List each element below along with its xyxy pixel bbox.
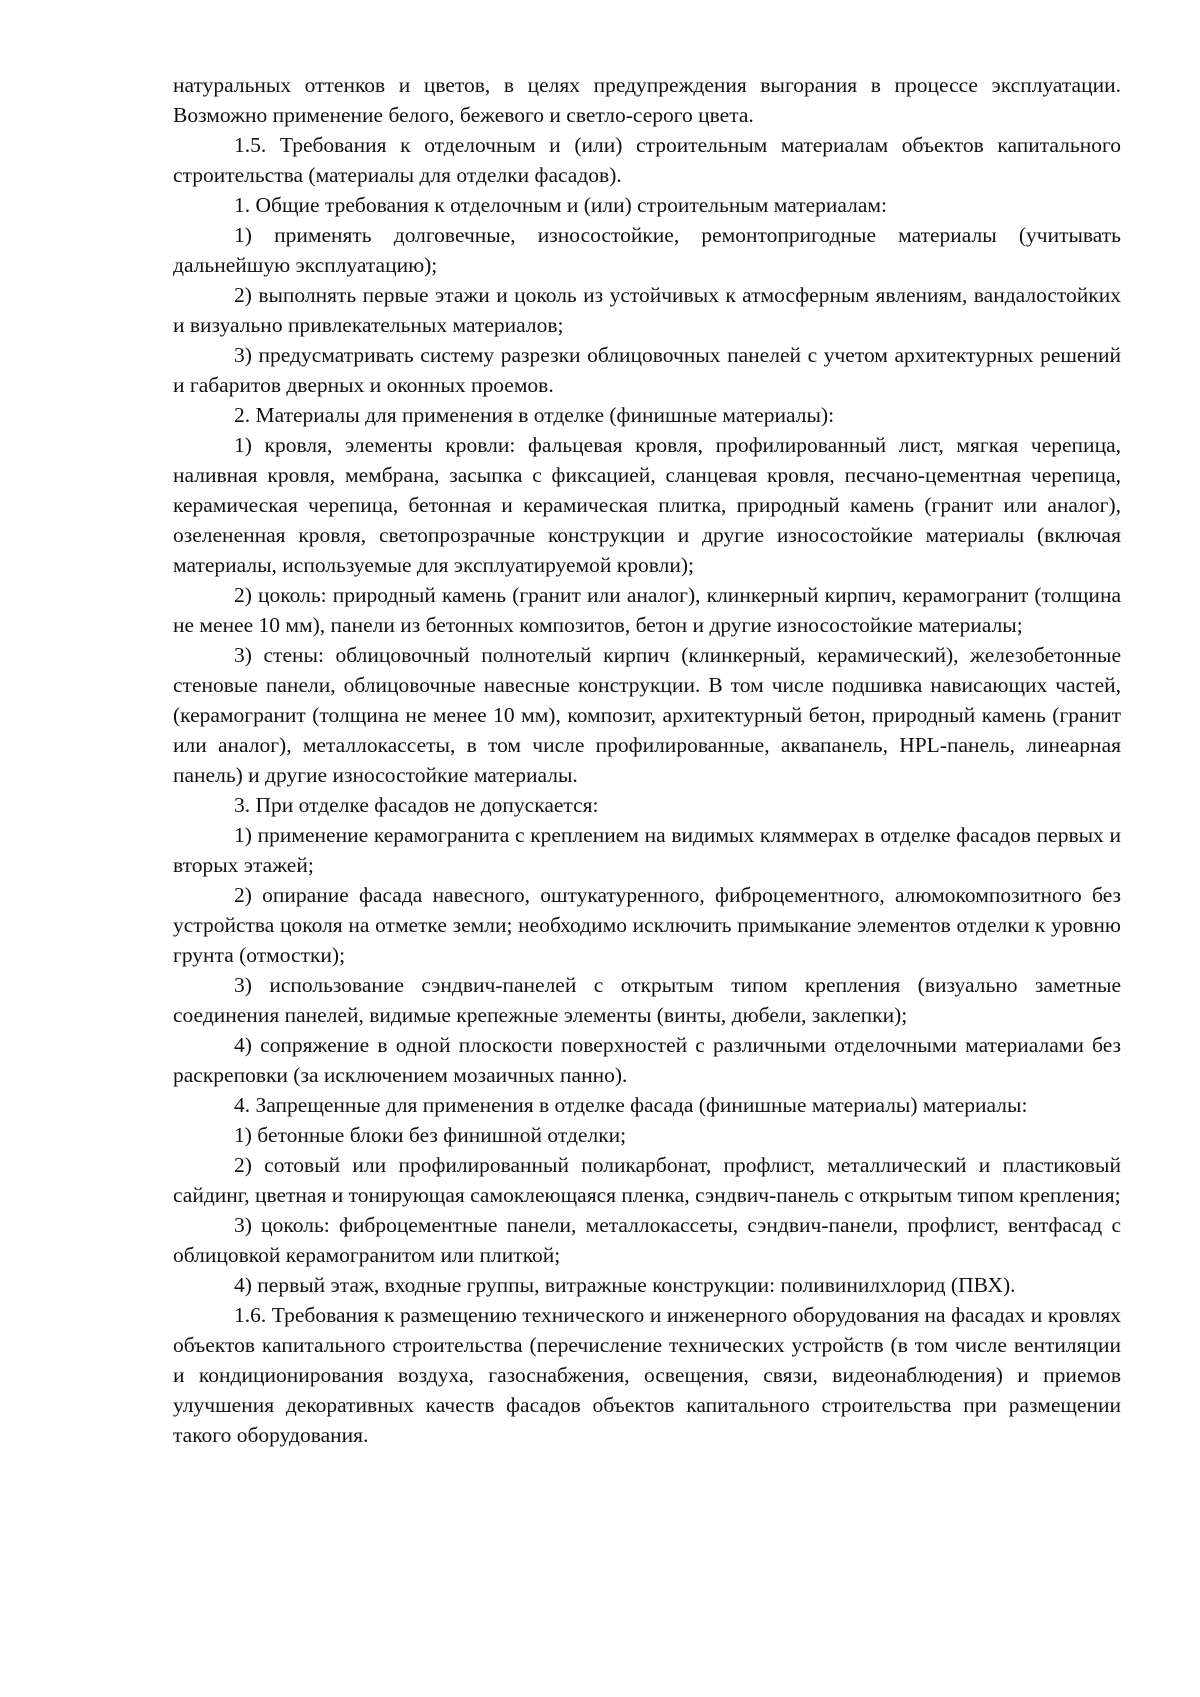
prohibited-materials-item-2: 2) сотовый или профилированный поликарбонат, профлист, металлический и пластиковый сайдинг, цветная и тонирующая самоклеющаяся пленка, сэндвич-панель с открытым типом крепления;: [173, 1153, 1121, 1207]
prohibited-materials-item-4: 4) первый этаж, входные группы, витражные конструкции: поливинилхлорид (ПВХ).: [234, 1273, 1016, 1297]
general-requirement-item-1: 1) применять долговечные, износостойкие, ремонтопригодные материалы (учитывать дальнейшую эксплуатацию);: [173, 223, 1121, 277]
general-requirement-item-2: 2) выполнять первые этажи и цоколь из устойчивых к атмосферным явлениям, вандалостойких и визуально привлекательных материалов;: [173, 283, 1121, 337]
prohibited-materials-item-1: 1) бетонные блоки без финишной отделки;: [234, 1123, 627, 1147]
not-allowed-heading: 3. При отделке фасадов не допускается:: [234, 793, 599, 817]
document-page: [173, 70, 1121, 1450]
paragraph-continuation: натуральных оттенков и цветов, в целях предупреждения выгорания в процессе эксплуатации. Возможно применение белого, бежевого и светло-серого цвета.: [173, 73, 1121, 127]
not-allowed-item-3: 3) использование сэндвич-панелей с открытым типом крепления (визуально заметные соединения панелей, видимые крепежные элементы (винты, дюбели, заклепки);: [173, 973, 1121, 1027]
section-1-6-heading: 1.6. Требования к размещению технического и инженерного оборудования на фасадах и кровлях объектов капитального строительства (перечисление технических устройств (в том числе вентиляции и кондиционирования воздуха, газоснабжения, освещения, связи, видеонаблюдения) и приемов улучшения декоративных качеств фасадов объектов капитального строительства при размещении такого оборудования.: [173, 1303, 1121, 1447]
general-requirement-item-3: 3) предусматривать систему разрезки облицовочных панелей с учетом архитектурных решений и габаритов дверных и оконных проемов.: [173, 343, 1121, 397]
finishing-materials-item-3: 3) стены: облицовочный полнотелый кирпич (клинкерный, керамический), железобетонные стеновые панели, облицовочные навесные конструкции. В том числе подшивка нависающих частей, (керамогранит (толщина не менее 10 мм), композит, архитектурный бетон, природный камень (гранит или аналог), металлокассеты, в том числе профилированные, аквапанель, HPL-панель, линеарная панель) и другие износостойкие материалы.: [173, 643, 1121, 787]
general-requirements-heading: 1. Общие требования к отделочным и (или) строительным материалам:: [234, 193, 887, 217]
finishing-materials-item-2: 2) цоколь: природный камень (гранит или аналог), клинкерный кирпич, керамогранит (толщина не менее 10 мм), панели из бетонных композитов, бетон и другие износостойкие материалы;: [173, 583, 1121, 637]
section-1-5-heading: 1.5. Требования к отделочным и (или) строительным материалам объектов капитального строительства (материалы для отделки фасадов).: [173, 133, 1121, 187]
prohibited-materials-heading: 4. Запрещенные для применения в отделке фасада (финишные материалы) материалы:: [234, 1093, 1028, 1117]
finishing-materials-item-1: 1) кровля, элементы кровли: фальцевая кровля, профилированный лист, мягкая черепица, наливная кровля, мембрана, засыпка с фиксацией, сланцевая кровля, песчано-цементная черепица, керамическая черепица, бетонная и керамическая плитка, природный камень (гранит или аналог), озелененная кровля, светопрозрачные конструкции и другие износостойкие материалы (включая материалы, используемые для эксплуатируемой кровли);: [173, 433, 1121, 577]
not-allowed-item-4: 4) сопряжение в одной плоскости поверхностей с различными отделочными материалами без раскреповки (за исключением мозаичных панно).: [173, 1033, 1121, 1087]
finishing-materials-heading: 2. Материалы для применения в отделке (финишные материалы):: [234, 403, 835, 427]
not-allowed-item-2: 2) опирание фасада навесного, оштукатуренного, фиброцементного, алюмокомпозитного без устройства цоколя на отметке земли; необходимо исключить примыкание элементов отделки к уровню грунта (отмостки);: [173, 883, 1121, 967]
prohibited-materials-item-3: 3) цоколь: фиброцементные панели, металлокассеты, сэндвич-панели, профлист, вентфасад с облицовкой керамогранитом или плиткой;: [173, 1213, 1121, 1267]
not-allowed-item-1: 1) применение керамогранита с креплением на видимых кляммерах в отделке фасадов первых и вторых этажей;: [173, 823, 1121, 877]
